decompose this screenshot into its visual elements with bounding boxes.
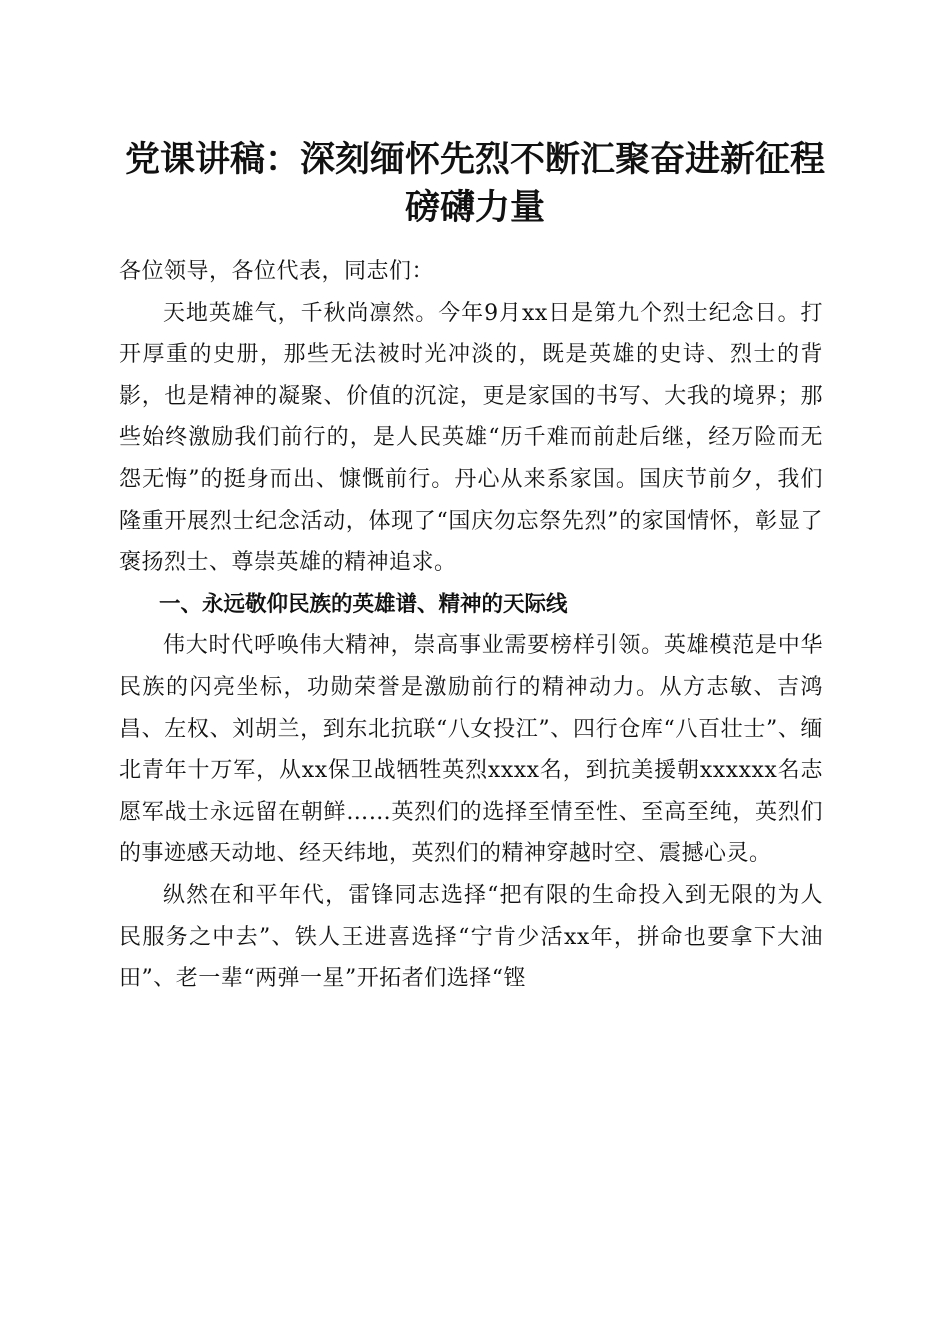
- salutation: 各位领导，各位代表，同志们：: [119, 259, 435, 284]
- document-body: [119, 251, 823, 1000]
- title-line-1: 党课讲稿：深刻缅怀先烈不断汇聚奋进新征程: [124, 139, 825, 180]
- body-paragraph: 伟大时代呼唤伟大精神，崇高事业需要榜样引领。英雄模范是中华民族的闪亮坐标，功勋荣誉是激励前行的精神动力。从方志敏、吉鸿昌、左权、刘胡兰，到东北抗联“八女投江”、四行仓库“八百壮士”、缅北青年十万军，从xx保卫战牺牲英烈xxxx名，到抗美援朝xxxxxx名志愿军战士永远留在朝鲜……英烈们的选择至情至性、至高至纯，英烈们的事迹感天动地、经天纬地，英烈们的精神穿越时空、震撼心灵。: [119, 633, 823, 867]
- section-heading: 一、永远敬仰民族的英雄谱、精神的天际线: [159, 591, 568, 617]
- title-line-2: 磅礴力量: [404, 187, 545, 228]
- intro-paragraph: 天地英雄气，千秋尚凛然。今年9月xx日是第九个烈士纪念日。打开厚重的史册，那些无法被时光冲淡的，既是英雄的史诗、烈士的背影，也是精神的凝聚、价值的沉淀，更是家国的书写、大我的境界；那些始终激励我们前行的，是人民英雄“历千难而前赴后继，经万险而无怨无悔”的挺身而出、慷慨前行。丹心从来系家国。国庆节前夕，我们隆重开展烈士纪念活动，体现了“国庆勿忘祭先烈”的家国情怀，彰显了褒扬烈士、尊崇英雄的精神追求。: [119, 300, 823, 576]
- document-title: [100, 136, 850, 232]
- body-paragraph: 纵然在和平年代，雷锋同志选择“把有限的生命投入到无限的为人民服务之中去”、铁人王进喜选择“宁肯少活xx年，拼命也要拿下大油田”、老一辈“两弹一星”开拓者们选择“铿: [119, 882, 823, 992]
